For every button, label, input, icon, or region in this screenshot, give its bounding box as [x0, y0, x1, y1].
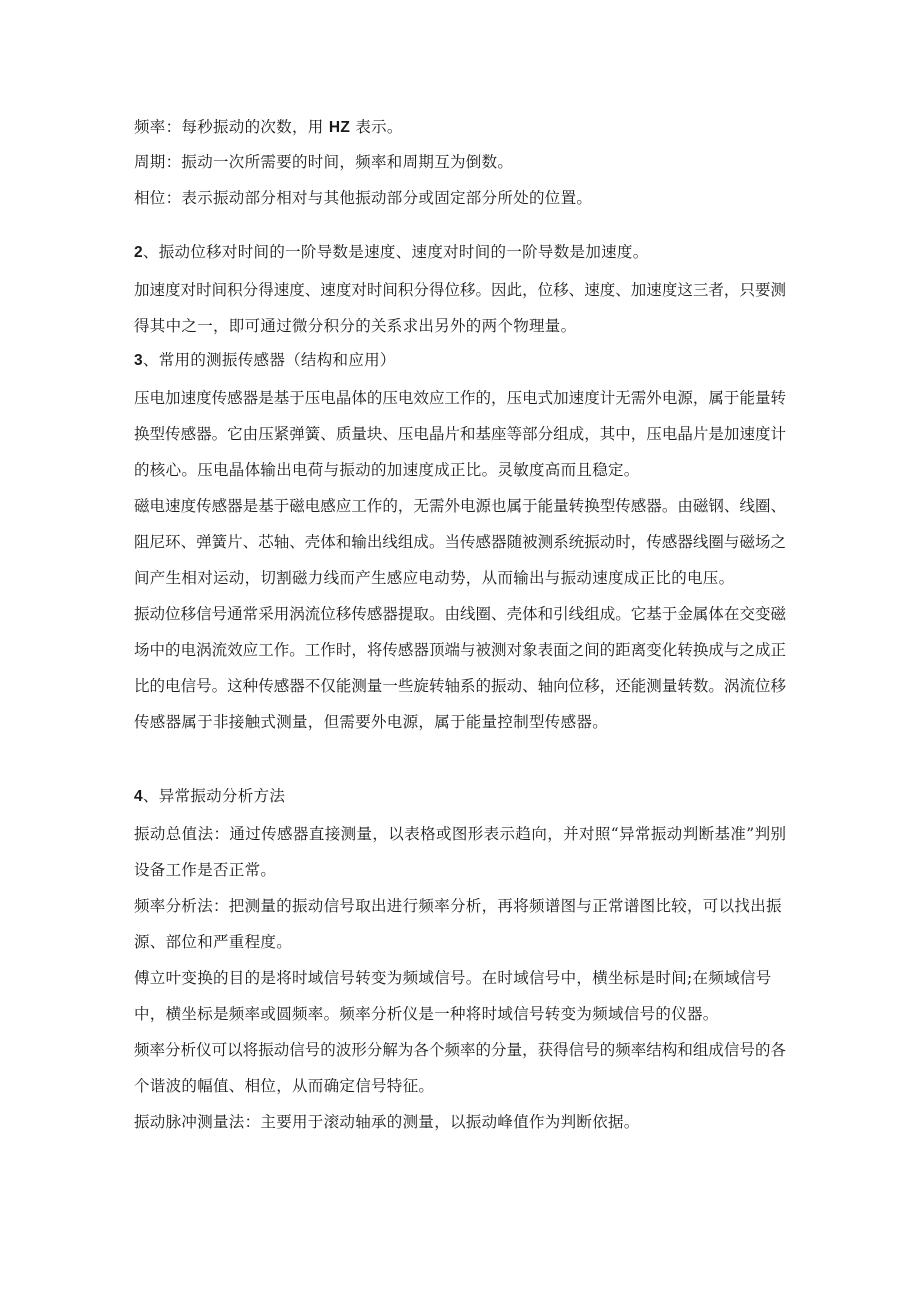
- section-number: 2: [134, 244, 143, 261]
- paragraph-line: 设备工作是否正常。: [134, 861, 277, 879]
- section-4-heading: [134, 786, 285, 807]
- paragraph-line: 频率分析仪可以将振动信号的波形分解为各个频率的分量，获得信号的频率结构和组成信号的各: [134, 1041, 786, 1059]
- section-number: 4: [134, 788, 143, 805]
- section-number: 3: [134, 352, 143, 369]
- paragraph-line: 场中的电涡流效应工作。工作时，将传感器顶端与被测对象表面之间的距离变化转换成与之成正: [134, 641, 786, 659]
- paragraph-line: 得其中之一，即可通过微分积分的关系求出另外的两个物理量。: [134, 317, 577, 335]
- paragraph-line: 传感器属于非接触式测量，但需要外电源，属于能量控制型传感器。: [134, 713, 609, 731]
- section-title: 、振动位移对时间的一阶导数是速度、速度对时间的一阶导数是加速度。: [142, 243, 649, 261]
- period-definition: 周期：振动一次所需要的时间，频率和周期互为倒数。: [134, 153, 514, 171]
- paragraph-line: 个谐波的幅值、相位，从而确定信号特征。: [134, 1077, 435, 1095]
- frequency-text: 频率：每秒振动的次数，用: [134, 118, 329, 136]
- section-title: 、异常振动分析方法: [142, 787, 286, 805]
- hz-unit: HZ: [328, 119, 351, 136]
- paragraph-line: 振动脉冲测量法：主要用于滚动轴承的测量，以振动峰值作为判断依据。: [134, 1113, 640, 1131]
- section-2-heading: [134, 242, 649, 263]
- paragraph-line: 中，横坐标是频率或圆频率。频率分析仪是一种将时域信号转变为频域信号的仪器。: [134, 1005, 719, 1023]
- phase-definition: 相位：表示振动部分相对与其他振动部分或固定部分所处的位置。: [134, 189, 593, 207]
- paragraph-line: 磁电速度传感器是基于磁电感应工作的，无需外电源也属于能量转换型传感器。由磁钢、线圈、: [134, 497, 786, 515]
- paragraph-line: 比的电信号。这种传感器不仅能测量一些旋转轴系的振动、轴向位移，还能测量转数。涡流位移: [134, 677, 786, 695]
- paragraph-line: 频率分析法：把测量的振动信号取出进行频率分析，再将频谱图与正常谱图比较，可以找出振: [134, 897, 782, 915]
- paragraph-line: 压电加速度传感器是基于压电晶体的压电效应工作的，压电式加速度计无需外电源，属于能量转: [134, 389, 786, 407]
- paragraph-line: 振动位移信号通常采用涡流位移传感器提取。由线圈、壳体和引线组成。它基于金属体在交变磁: [134, 605, 786, 623]
- section-title: 、常用的测振传感器（结构和应用）: [142, 351, 396, 369]
- section-3-heading: [134, 350, 396, 371]
- frequency-text-end: 表示。: [350, 118, 403, 136]
- paragraph-line: 换型传感器。它由压紧弹簧、质量块、压电晶片和基座等部分组成，其中，压电晶片是加速度计: [134, 425, 786, 443]
- paragraph-line: 间产生相对运动，切割磁力线而产生感应电动势，从而输出与振动速度成正比的电压。: [134, 569, 735, 587]
- paragraph-line: 加速度对时间积分得速度、速度对时间积分得位移。因此，位移、速度、加速度这三者，只要测: [134, 281, 786, 299]
- paragraph-line: 傅立叶变换的目的是将时域信号转变为频域信号。在时域信号中，横坐标是时间;在频域信号: [134, 969, 772, 987]
- paragraph-line: 阻尼环、弹簧片、芯轴、壳体和输出线组成。当传感器随被测系统振动时，传感器线圈与磁场之: [134, 533, 786, 551]
- paragraph-line: 振动总值法：通过传感器直接测量，以表格或图形表示趋向，并对照“异常振动判断基准”判别: [134, 825, 786, 843]
- frequency-definition: [134, 117, 403, 138]
- paragraph-line: 的核心。压电晶体输出电荷与振动的加速度成正比。灵敏度高而且稳定。: [134, 461, 640, 479]
- paragraph-line: 源、部位和严重程度。: [134, 933, 293, 951]
